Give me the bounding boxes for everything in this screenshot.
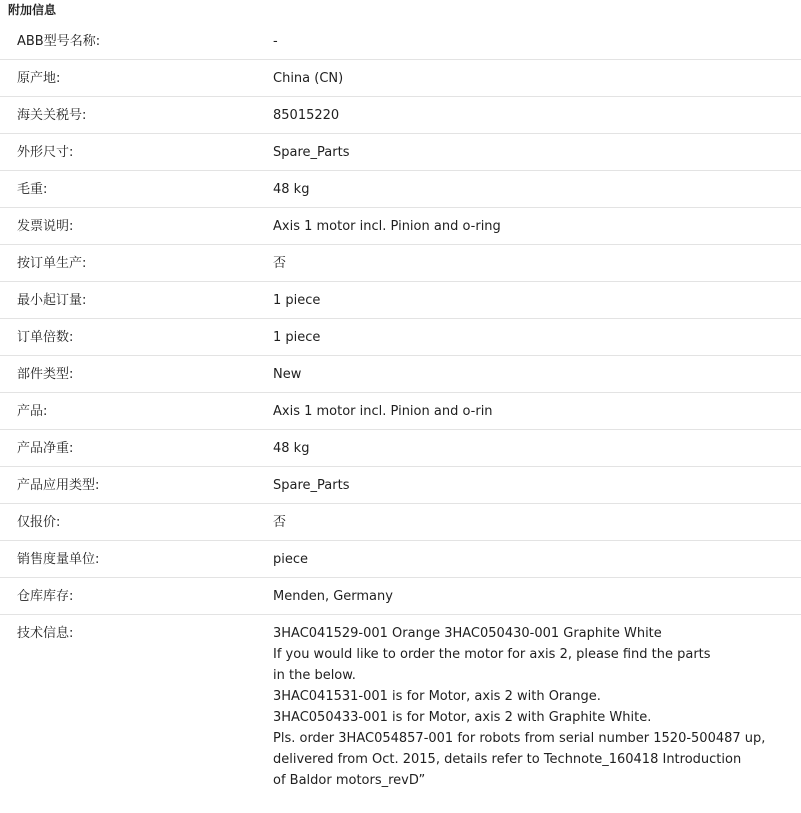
spec-value: piece xyxy=(273,552,309,567)
spec-row-sales-unit xyxy=(0,541,801,578)
spec-row-country-of-origin xyxy=(0,60,801,97)
spec-row-warehouse-stock xyxy=(0,578,801,615)
spec-value: Spare_Parts xyxy=(273,478,350,493)
spec-label: 仓库库存: xyxy=(17,589,74,604)
spec-label: 毛重: xyxy=(17,182,48,197)
spec-label: 销售度量单位: xyxy=(17,552,100,567)
spec-value: - xyxy=(273,34,278,49)
spec-row-invoice-description xyxy=(0,208,801,245)
spec-label: 产品: xyxy=(17,404,48,419)
spec-value: 48 kg xyxy=(273,182,310,197)
spec-row-dimensions xyxy=(0,134,801,171)
spec-label: 按订单生产: xyxy=(17,256,87,271)
spec-row-minimum-order xyxy=(0,282,801,319)
spec-label: 外形尺寸: xyxy=(17,145,74,160)
spec-label: ABB型号名称: xyxy=(17,34,101,49)
spec-value: Spare_Parts xyxy=(273,145,350,160)
spec-row-application-type xyxy=(0,467,801,504)
spec-row-net-weight xyxy=(0,430,801,467)
spec-value: Axis 1 motor incl. Pinion and o-ring xyxy=(273,219,501,234)
spec-label: 原产地: xyxy=(17,71,61,86)
section-title: 附加信息 xyxy=(8,3,57,17)
spec-row-part-type xyxy=(0,356,801,393)
spec-label: 产品净重: xyxy=(17,441,74,456)
spec-label: 海关关税号: xyxy=(17,108,87,123)
spec-label: 发票说明: xyxy=(17,219,74,234)
spec-value: 85015220 xyxy=(273,108,340,123)
spec-table xyxy=(0,23,801,791)
spec-label: 仅报价: xyxy=(17,515,61,530)
spec-value: 3HAC041529-001 Orange 3HAC050430-001 Graphite White If you would like to order the motor for axis 2, please find the parts in the below. 3HAC041531-001 is for Motor, axis 2 with Orange. 3HAC050433-001 is for Motor, axis 2 with Graphite White. Pls. order 3HAC054857-001 for robots from serial number 1520-500487 up, delivered from Oct. 2015, details refer to Technote_160418 Introduction of Baldor motors_revD” xyxy=(273,626,766,788)
spec-row-made-to-order xyxy=(0,245,801,282)
spec-value: China (CN) xyxy=(273,71,344,86)
spec-value: 1 piece xyxy=(273,330,321,345)
spec-label: 技术信息: xyxy=(17,626,74,641)
spec-row-gross-weight xyxy=(0,171,801,208)
spec-row-product xyxy=(0,393,801,430)
spec-value: 1 piece xyxy=(273,293,321,308)
spec-label: 订单倍数: xyxy=(17,330,74,345)
spec-value: Menden, Germany xyxy=(273,589,393,604)
spec-value: 否 xyxy=(273,515,287,530)
spec-value: New xyxy=(273,367,302,382)
spec-label: 部件类型: xyxy=(17,367,74,382)
spec-row-abb-model-name xyxy=(0,23,801,60)
spec-label: 最小起订量: xyxy=(17,293,87,308)
spec-value: 否 xyxy=(273,256,287,271)
spec-row-quote-only xyxy=(0,504,801,541)
spec-row-customs-tariff xyxy=(0,97,801,134)
spec-value: Axis 1 motor incl. Pinion and o-rin xyxy=(273,404,493,419)
spec-label: 产品应用类型: xyxy=(17,478,100,493)
spec-row-technical-info xyxy=(0,615,801,791)
spec-row-order-multiple xyxy=(0,319,801,356)
spec-value: 48 kg xyxy=(273,441,310,456)
